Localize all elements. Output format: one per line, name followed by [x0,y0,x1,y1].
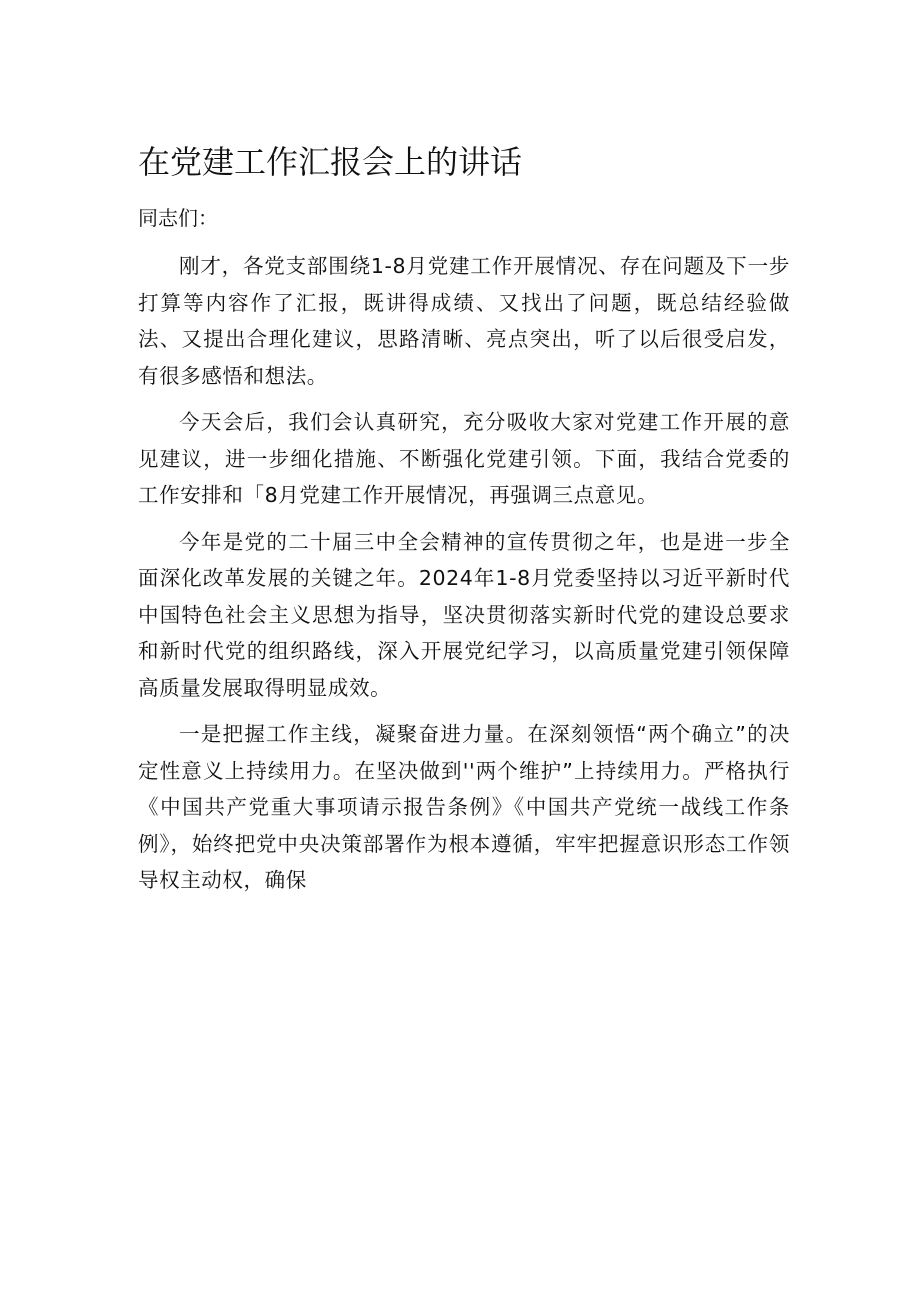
paragraph-1: 刚才，各党支部围绕1-8月党建工作开展情况、存在问题及下一步打算等内容作了汇报，既讲得成绩、又找出了问题，既总结经验做法、又提出合理化建议，思路清晰、亮点突出，听了以后很受启发，有很多感悟和想法。 [138,254,790,388]
salutation: 同志们： [138,206,218,230]
paragraph-2: 今天会后，我们会认真研究，充分吸收大家对党建工作开展的意见建议，进一步细化措施、不断强化党建引领。下面，我结合党委的工作安排和「8月党建工作开展情况，再强调三点意见。 [138,410,790,507]
document-body [138,140,790,899]
document-title: 在党建工作汇报会上的讲话 [138,143,523,181]
paragraph-4: 一是把握工作主线，凝聚奋进力量。在深刻领悟“两个确立”的决定性意义上持续用力。在坚决做到''两个维护”上持续用力。严格执行《中国共产党重大事项请示报告条例》《中国共产党统一战线工作条例》，始终把党中央决策部署作为根本遵循，牢牢把握意识形态工作领导权主动权，确保 [138,722,790,892]
paragraph-3: 今年是党的二十届三中全会精神的宣传贯彻之年，也是进一步全面深化改革发展的关键之年。2024年1-8月党委坚持以习近平新时代中国特色社会主义思想为指导，坚决贯彻落实新时代党的建设总要求和新时代党的组织路线，深入开展党纪学习，以高质量党建引领保障高质量发展取得明显成效。 [138,529,790,700]
